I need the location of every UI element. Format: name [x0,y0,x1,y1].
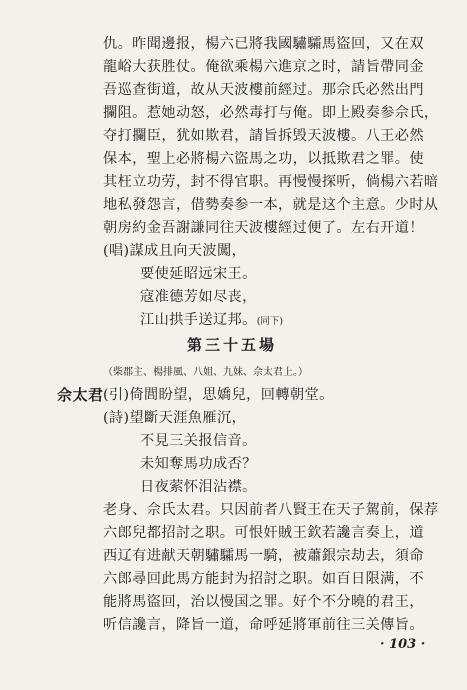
sung-line [103,309,443,332]
sung-line: 要使延昭远宋王。 [140,266,257,282]
text-line: 能將馬盜回，治以慢国之罪。好个不分曉的君王， [103,594,424,610]
poem-line: 未知奪馬功成否？ [140,456,257,472]
sung-line-text: 江山拱手送辽邦。 [140,312,257,328]
text-line: 听信讒言，降旨一道，命呼延將軍前往三关傳旨。 [103,617,424,633]
text-line: 夺打攔臣，犹如欺君，請旨拆毁天波樓。八王必然 [103,128,424,144]
sung-line: (唱)謀成且向天波闖， [103,243,247,259]
text-line: 地私發怨言，借勢奏参一本，就是这个主意。少时从 [103,197,439,213]
text-line: 保本，聖上必將楊六盜馬之功，以抵欺君之罪。使 [103,151,424,167]
stage-direction: (同下) [256,316,284,327]
text-line: 吾巡查街道，故从天波樓前經过。那佘氏必然出門 [103,82,424,98]
sung-line: 寇准德芳如尽丧， [140,289,257,305]
scene-title: 第三十五場 [187,336,278,354]
poem-line: 日夜萦怀泪沾襟。 [140,479,257,495]
text-line: 其枉立功劳，封不得官职。再慢慢探听，倘楊六若暗 [103,174,439,190]
page-number: · 103 · [380,637,426,652]
text-line: 老身、佘氏太君。只因前者八賢王在天子駕前，保荐 [103,502,439,518]
text-line: 攔阻。惹她动怒，必然毒打与俺。即上殿奏参佘氏， [103,105,439,121]
poem-line: (詩)望斷天涯魚雁沉， [103,410,247,426]
speaker-name: 佘太君 [57,386,104,404]
text-line: 六郎兒都招討之职。可恨奸賊王欽若讒言奏上，道 [103,525,424,541]
cast-direction: （柴郡主、楊排風、八姐、九妹、佘太君上。） [103,367,308,378]
speaker-line [57,384,443,407]
text-block [57,33,443,637]
text-line: 朝房約金吾謝謙同往天波樓經过便了。左右开道！ [103,220,424,236]
poem-line: 不見三关报信音。 [140,433,257,449]
intro-verse: (引)倚閭盼望，思嬌兒，回轉朝堂。 [103,387,334,403]
text-line: 仇。昨聞邊报，楊六已將我國驌驦馬盜回，又在双 [103,36,424,52]
text-line: 六郎尋回此馬方能封为招討之职。如百日限满，不 [103,571,424,587]
text-line: 龍峪大获胜仗。俺欲乘楊六進京之时，請旨帶同金 [103,59,424,75]
text-line: 西辽有进献天朝驌驦馬一騎，被蕭銀宗劫去，須命 [103,548,424,564]
